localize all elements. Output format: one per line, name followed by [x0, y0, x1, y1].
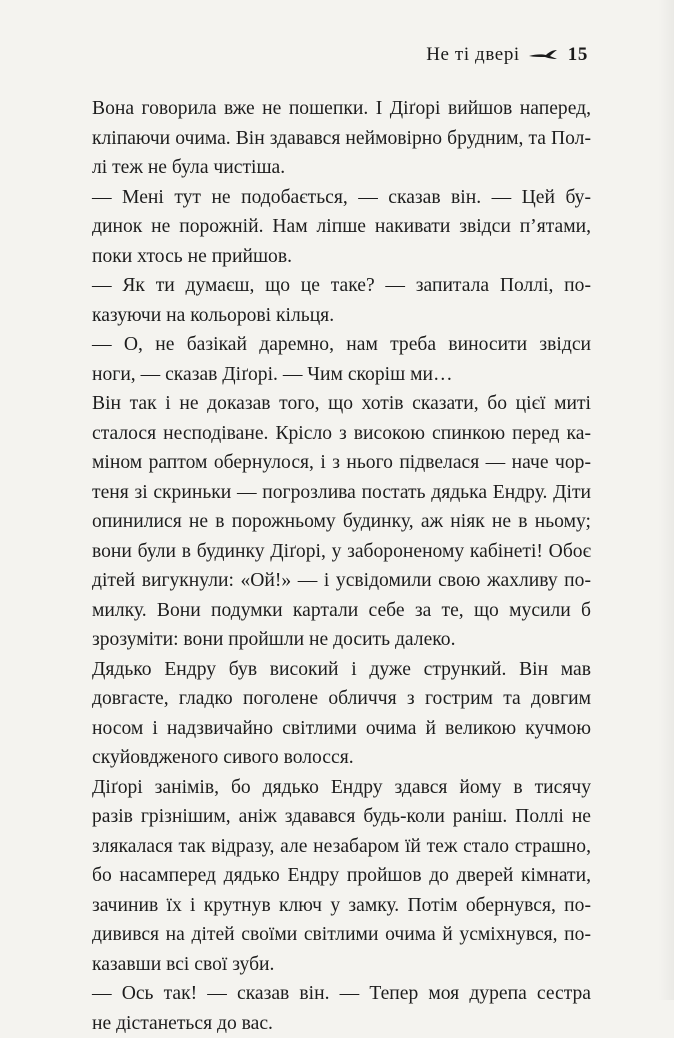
- text-line: Вона говорила вже не пошепки. І Діґорі вийшов наперед,: [92, 94, 591, 124]
- text-line: опинилися не в порожньому будинку, аж ніяк не в ньому;: [92, 507, 591, 537]
- text-line: динок не порожній. Нам ліпше накивати звідси п’ятами,: [92, 212, 591, 242]
- paragraph: [92, 979, 591, 1038]
- text-line: вони були в будинку Діґорі, у забороненому кабінеті! Обоє: [92, 537, 591, 567]
- text-line: міном раптом обернулося, і з нього підвелася — наче чор-: [92, 448, 591, 478]
- body-text: [92, 94, 591, 1038]
- text-line: довгасте, гладко поголене обличчя з гострим та довгим: [92, 684, 591, 714]
- chapter-title: Не ті двері: [426, 44, 520, 66]
- paragraph: [92, 773, 591, 980]
- text-line: скуйовдженого сивого волосся.: [92, 743, 591, 773]
- paragraph: [92, 94, 591, 183]
- text-line: казавши всі свої зуби.: [92, 950, 591, 980]
- page-edge-shadow: [658, 0, 674, 1000]
- swallow-ornament-icon: [528, 48, 558, 62]
- text-line: — Мені тут не подобається, — сказав він. — Цей бу-: [92, 183, 591, 213]
- text-line: Діґорі занімів, бо дядько Ендру здався йому в тисячу: [92, 773, 591, 803]
- text-line: Він так і не доказав того, що хотів сказати, бо цієї миті: [92, 389, 591, 419]
- text-line: теня зі скриньки — погрозлива постать дядька Ендру. Діти: [92, 478, 591, 508]
- text-line: не дістанеться до вас.: [92, 1009, 591, 1038]
- text-line: казуючи на кольорові кільця.: [92, 301, 591, 331]
- text-line: ноги, — сказав Діґорі. — Чим скоріш ми…: [92, 360, 591, 390]
- text-line: злякалася так відразу, але незабаром їй теж стало страшно,: [92, 832, 591, 862]
- running-header: [426, 40, 588, 70]
- text-line: — Ось так! — сказав він. — Тепер моя дурепа сестра: [92, 979, 591, 1009]
- text-line: лі теж не була чистіша.: [92, 153, 591, 183]
- text-line: — Як ти думаєш, що це таке? — запитала Поллі, по-: [92, 271, 591, 301]
- text-line: зачинив їх і крутнув ключ у замку. Потім обернувся, по-: [92, 891, 591, 921]
- text-line: — О, не базікай даремно, нам треба виносити звідси: [92, 330, 591, 360]
- text-line: милку. Вони подумки картали себе за те, що мусили б: [92, 596, 591, 626]
- text-line: Дядько Ендру був високий і дуже стрункий. Він мав: [92, 655, 591, 685]
- text-line: сталося несподіване. Крісло з високою спинкою перед ка-: [92, 419, 591, 449]
- paragraph: [92, 330, 591, 389]
- text-line: кліпаючи очима. Він здавався неймовірно брудним, та Пол-: [92, 124, 591, 154]
- paragraph: [92, 271, 591, 330]
- text-line: бо насамперед дядько Ендру пройшов до дверей кімнати,: [92, 861, 591, 891]
- page-number: 15: [568, 44, 588, 66]
- text-line: поки хтось не прийшов.: [92, 242, 591, 272]
- text-line: зрозуміти: вони пройшли не досить далеко.: [92, 625, 591, 655]
- paragraph: [92, 183, 591, 272]
- text-line: разів грізнішим, аніж здавався будь-коли раніш. Поллі не: [92, 802, 591, 832]
- paragraph: [92, 389, 591, 655]
- paragraph: [92, 655, 591, 773]
- text-line: дивився на дітей своїми світлими очима й усміхнувся, по-: [92, 920, 591, 950]
- text-line: дітей вигукнули: «Ой!» — і усвідомили свою жахливу по-: [92, 566, 591, 596]
- text-line: носом і надзвичайно світлими очима й великою кучмою: [92, 714, 591, 744]
